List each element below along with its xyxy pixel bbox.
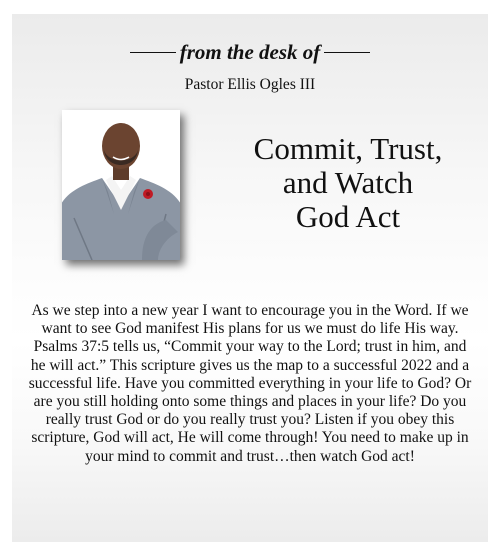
- header-rule-right: [324, 52, 370, 53]
- article-body: As we step into a new year I want to encourage you in the Word. If we want to see God manifest His plans for us we must do life His way. Psalms 37:5 tells us, “Commit your way to the Lord; trust in him, and he will act.” This scripture gives us the map to a successful 2022 and a successful life. Have you committed everything in your life to God? Or are you still holding onto some things and places in your life? Do you really trust God or do you really trust you? Listen if you obey this scripture, God will act, He will come through! You need to make up in your mind to commit and trust…then watch God act!: [28, 302, 472, 465]
- desk-header: [12, 40, 488, 65]
- article-title-line: Commit, Trust,: [253, 131, 443, 166]
- header-rule-left: [130, 52, 176, 53]
- pastor-photo: [62, 110, 180, 260]
- article-title-line: God Act: [295, 199, 401, 234]
- pastor-portrait-icon: [62, 110, 180, 260]
- newsletter-page: [12, 14, 488, 542]
- desk-title: from the desk of: [179, 40, 321, 64]
- article-title: [222, 132, 474, 234]
- article-title-line: and Watch: [282, 165, 414, 200]
- author-name: Pastor Ellis Ogles III: [184, 76, 316, 93]
